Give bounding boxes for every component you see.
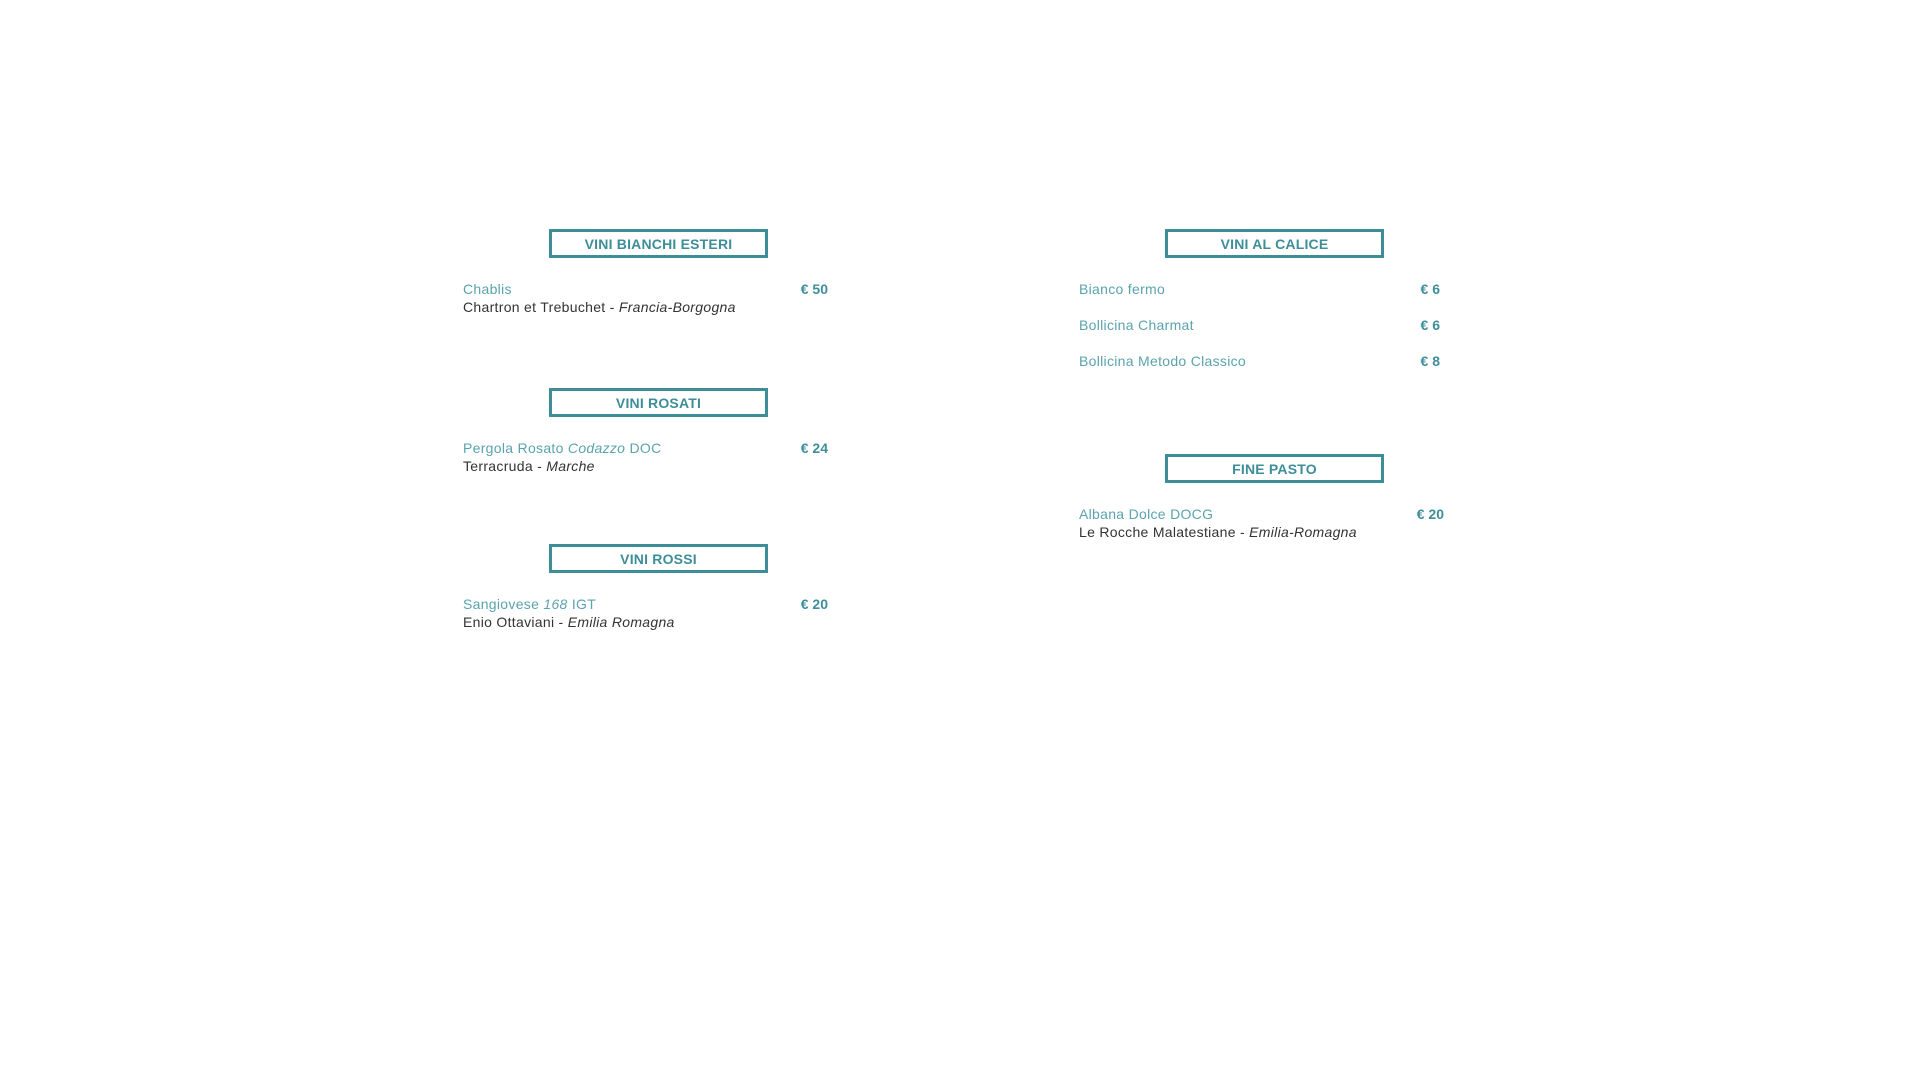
- wine-price: € 20: [800, 596, 828, 612]
- wine-producer: Enio Ottaviani -: [463, 614, 564, 630]
- wine-producer: Le Rocche Malatestiane -: [1079, 524, 1245, 540]
- wine-name: Bollicina Metodo Classico: [1079, 353, 1247, 369]
- wine-price: € 6: [1420, 281, 1440, 297]
- wine-item-bollicina-metodo-classico: [1079, 352, 1444, 370]
- wine-name: Bollicina Charmat: [1079, 317, 1194, 333]
- wine-item-chablis: [463, 280, 828, 316]
- wine-name-italic: 168: [543, 596, 568, 612]
- wine-region: Emilia-Romagna: [1249, 524, 1357, 540]
- wine-price: € 6: [1420, 317, 1440, 333]
- wine-name: Bianco fermo: [1079, 281, 1166, 297]
- wine-name: Albana Dolce DOCG: [1079, 506, 1214, 522]
- wine-name: [463, 439, 828, 457]
- wine-region: Emilia Romagna: [567, 614, 675, 630]
- section-header-vini-bianchi-esteri: VINI BIANCHI ESTERI: [549, 229, 768, 258]
- section-header-fine-pasto: FINE PASTO: [1165, 454, 1384, 483]
- wine-producer: Terracruda -: [463, 458, 543, 474]
- wine-name-main: Pergola Rosato: [463, 440, 564, 456]
- wine-name-italic: Codazzo: [567, 440, 626, 456]
- wine-item-pergola-rosato: [463, 439, 828, 475]
- wine-name-suffix: DOC: [629, 440, 662, 456]
- wine-region: Francia-Borgogna: [618, 299, 736, 315]
- wine-name: Chablis: [463, 281, 512, 297]
- wine-producer: Chartron et Trebuchet -: [463, 299, 615, 315]
- wine-region: Marche: [546, 458, 595, 474]
- section-header-vini-al-calice: VINI AL CALICE: [1165, 229, 1384, 258]
- section-header-vini-rossi: VINI ROSSI: [549, 544, 768, 573]
- wine-item-bollicina-charmat: [1079, 316, 1444, 334]
- wine-item-bianco-fermo: [1079, 280, 1444, 298]
- wine-item-albana-dolce: [1079, 505, 1444, 541]
- wine-name-main: Sangiovese: [463, 596, 540, 612]
- wine-name-suffix: IGT: [571, 596, 597, 612]
- wine-price: € 50: [800, 281, 828, 297]
- wine-name: [463, 595, 828, 613]
- wine-price: € 20: [1416, 506, 1444, 522]
- wine-origin: [1079, 523, 1444, 541]
- wine-origin: [463, 298, 828, 316]
- wine-origin: [463, 613, 828, 631]
- section-header-vini-rosati: VINI ROSATI: [549, 388, 768, 417]
- wine-item-sangiovese: [463, 595, 828, 631]
- wine-price: € 24: [800, 440, 828, 456]
- wine-price: € 8: [1420, 353, 1440, 369]
- wine-origin: [463, 457, 828, 475]
